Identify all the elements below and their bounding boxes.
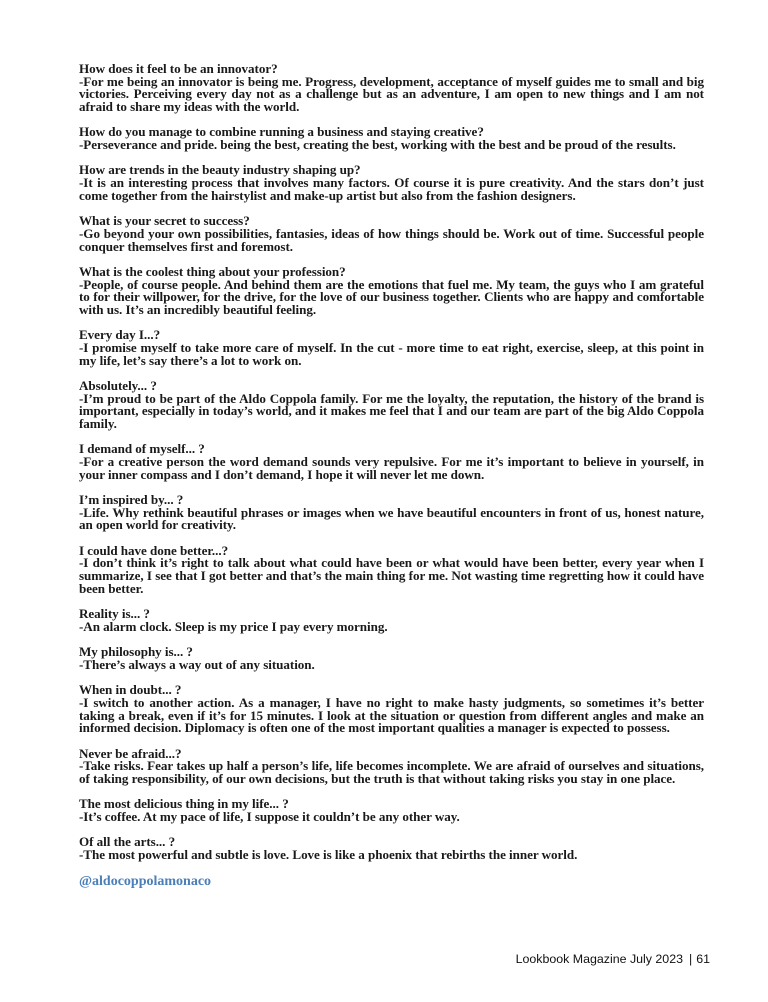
question: I’m inspired by... ? <box>79 492 184 508</box>
qa-item <box>79 329 704 367</box>
qa-item <box>79 263 704 317</box>
answer: -Perseverance and pride. being the best, creating the best, working with the best and be proud of the results. <box>79 137 676 153</box>
answer: -For me being an innovator is being me. Progress, development, acceptance of myself guides me to small and big victories. Perceiving every day not as a challenge but as an adventure, I am open to new things and I am not afraid to share my ideas with the world. <box>79 73 704 115</box>
answer: -The most powerful and subtle is love. Love is like a phoenix that rebirths the inner world. <box>79 846 578 862</box>
question: Every day I...? <box>79 327 161 343</box>
question: Of all the arts... ? <box>79 834 176 850</box>
qa-item <box>79 684 704 735</box>
question: Reality is... ? <box>79 606 150 622</box>
qa-item <box>79 798 704 823</box>
publication-name: Lookbook Magazine July 2023 <box>515 952 683 966</box>
answer: -It is an interesting process that involves many factors. Of course it is pure creativity. And the stars don’t just come together from the hairstylist and make-up artist but also from the fashion designers. <box>79 175 704 203</box>
question: Absolutely... ? <box>79 377 157 393</box>
question: When in doubt... ? <box>79 682 182 698</box>
qa-item <box>79 126 704 151</box>
question: How do you manage to combine running a business and staying creative? <box>79 124 484 140</box>
qa-item <box>79 542 704 596</box>
question: My philosophy is... ? <box>79 644 193 660</box>
page-footer <box>516 952 710 966</box>
question: The most delicious thing in my life... ? <box>79 796 289 812</box>
question: What is the coolest thing about your profession? <box>79 263 346 279</box>
qa-item <box>79 164 704 202</box>
answer: -I switch to another action. As a manager, I have no right to make hasty judgments, so sometimes it’s better taking a break, even if it’s for 15 minutes. I look at the situation or question from different angles and make an informed decision. Diplomacy is often one of the most important qualities a manager is expected to possess. <box>79 694 704 736</box>
answer: -Take risks. Fear takes up half a person’s life, life becomes incomplete. We are afraid of ourselves and situations, of taking responsibility, of our own decisions, but the truth is that without taking risks you stay in one place. <box>79 758 704 786</box>
answer: -For a creative person the word demand sounds very repulsive. For me it’s important to believe in yourself, in your inner compass and I don’t demand, I hope it will never let me down. <box>79 454 704 482</box>
question: Never be afraid...? <box>79 745 182 761</box>
instagram-handle-link[interactable]: @aldocoppolamonaco <box>79 874 212 890</box>
answer: -An alarm clock. Sleep is my price I pay every morning. <box>79 618 388 634</box>
qa-item <box>79 836 704 861</box>
question: How does it feel to be an innovator? <box>79 61 278 76</box>
qa-item <box>79 377 704 432</box>
qa-item <box>79 494 704 532</box>
qa-item <box>79 608 704 633</box>
qa-item <box>79 745 704 786</box>
answer: -Life. Why rethink beautiful phrases or images when we have beautiful encounters in front of us, honest nature, an open world for creativity. <box>79 504 704 533</box>
answer: -There’s always a way out of any situation. <box>79 656 315 672</box>
question: I demand of myself... ? <box>79 441 205 457</box>
question: What is your secret to success? <box>79 213 250 229</box>
answer: -Go beyond your own possibilities, fantasies, ideas of how things should be. Work out of time. Successful people conquer themselves first and foremost. <box>79 225 704 254</box>
answer: -I promise myself to take more care of myself. In the cut - more time to eat right, exercise, sleep, at this point in my life, let’s say there’s a lot to work on. <box>79 339 704 368</box>
qa-item <box>79 215 704 253</box>
answer: -I’m proud to be part of the Aldo Coppola family. For me the loyalty, the reputation, the history of the brand is important, especially in today’s world, and it makes me feel that I and our team are part of the big Aldo Coppola family. <box>79 390 704 432</box>
footer-separator: | <box>688 952 693 966</box>
answer: -I don’t think it’s right to talk about what could have been or what would have been better, every year when I summarize, I see that I got better and that’s the main thing for me. Not wasting time regretting how it could have been better. <box>79 555 704 596</box>
answer: -People, of course people. And behind them are the emotions that fuel me. My team, the guys who I am grateful to for their willpower, for the drive, for the love of our business together. Clients who are happy and comfortable with us. It’s an incredibly beautiful feeling. <box>79 276 704 317</box>
interview-body <box>79 63 704 862</box>
qa-item <box>79 646 704 671</box>
qa-item <box>79 443 704 481</box>
page-number: 61 <box>696 952 710 966</box>
qa-item <box>79 63 704 114</box>
question: How are trends in the beauty industry shaping up? <box>79 162 361 178</box>
answer: -It’s coffee. At my pace of life, I suppose it couldn’t be any other way. <box>79 808 460 824</box>
question: I could have done better...? <box>79 542 229 558</box>
